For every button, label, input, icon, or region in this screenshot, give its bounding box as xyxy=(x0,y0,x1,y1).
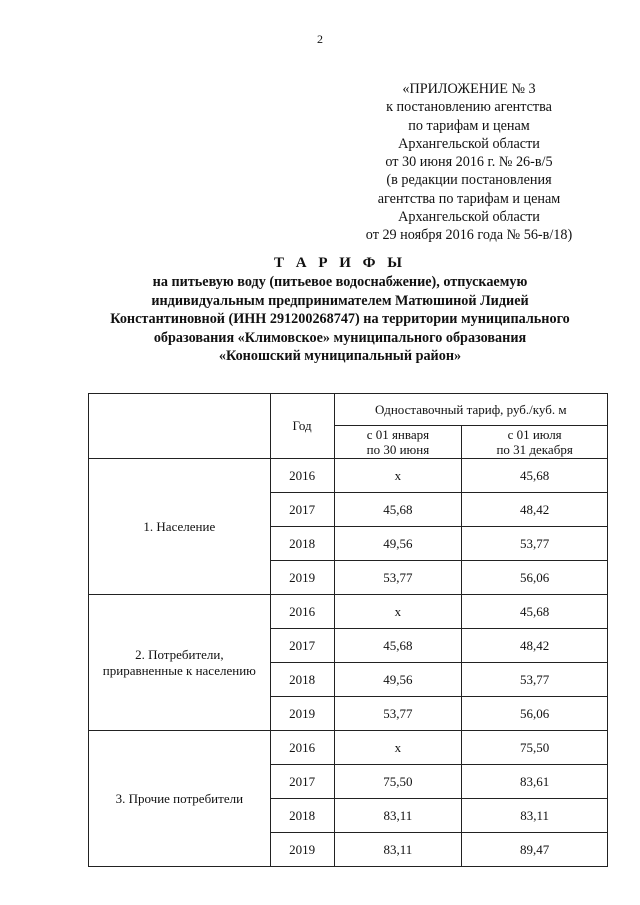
category-cell xyxy=(89,595,271,731)
category-cell xyxy=(89,731,271,867)
year-cell: 2017 xyxy=(270,493,334,527)
category-label: 2. Потребители, xyxy=(135,646,224,662)
appendix-line: агентства по тарифам и ценам xyxy=(377,190,561,207)
title-line: «Коношский муниципальный район» xyxy=(218,348,462,365)
second-half-tariff-cell: 56,06 xyxy=(462,561,608,595)
second-half-tariff-cell: 56,06 xyxy=(462,697,608,731)
second-half-tariff-cell: 53,77 xyxy=(462,663,608,697)
second-half-tariff-cell: 53,77 xyxy=(462,527,608,561)
appendix-line: к постановлению агентства xyxy=(386,99,552,116)
first-half-tariff-cell: 83,11 xyxy=(334,833,462,867)
first-half-tariff-cell: 49,56 xyxy=(334,527,462,561)
category-label: 1. Население xyxy=(143,518,216,534)
appendix-line: Архангельской области xyxy=(398,209,540,226)
appendix-line: по тарифам и ценам xyxy=(408,117,530,134)
first-half-tariff-cell: 83,11 xyxy=(334,799,462,833)
appendix-line: от 30 июня 2016 г. № 26-в/5 xyxy=(385,154,553,171)
year-cell: 2019 xyxy=(270,697,334,731)
appendix-block xyxy=(345,80,593,245)
first-half-tariff-cell: 75,50 xyxy=(334,765,462,799)
second-half-tariff-cell: 83,61 xyxy=(462,765,608,799)
year-cell: 2018 xyxy=(270,527,334,561)
category-label: 3. Прочие потребители xyxy=(115,790,244,806)
year-cell: 2018 xyxy=(270,663,334,697)
category-label: приравненные к населению xyxy=(102,662,256,678)
first-half-tariff-cell: 53,77 xyxy=(334,561,462,595)
table-row xyxy=(89,731,608,765)
year-cell: 2019 xyxy=(270,561,334,595)
second-half-tariff-cell: 45,68 xyxy=(462,459,608,493)
tariff-table-body xyxy=(89,459,608,867)
table-row xyxy=(89,595,608,629)
first-half-tariff-cell: 49,56 xyxy=(334,663,462,697)
title-heading: Т А Р И Ф Ы xyxy=(273,255,407,271)
header-second-half: с 01 июля по 31 декабря xyxy=(462,426,608,459)
year-cell: 2016 xyxy=(270,459,334,493)
header-year: Год xyxy=(270,394,334,459)
second-half-tariff-cell: 75,50 xyxy=(462,731,608,765)
year-cell: 2017 xyxy=(270,629,334,663)
document-title xyxy=(60,253,620,366)
first-half-tariff-cell: 45,68 xyxy=(334,629,462,663)
second-half-tariff-cell: 89,47 xyxy=(462,833,608,867)
first-half-tariff-cell: 53,77 xyxy=(334,697,462,731)
appendix-line: «ПРИЛОЖЕНИЕ № 3 xyxy=(402,81,536,97)
title-line: индивидуальным предпринимателем Матюшиной Лидией xyxy=(151,292,529,309)
tariff-table xyxy=(88,393,608,867)
year-cell: 2017 xyxy=(270,765,334,799)
appendix-line: от 29 ноября 2016 года № 56-в/18) xyxy=(365,227,573,244)
page-number: 2 xyxy=(317,32,323,46)
table-row xyxy=(89,459,608,493)
appendix-line: Архангельской области xyxy=(398,135,540,152)
first-half-tariff-cell: 45,68 xyxy=(334,493,462,527)
first-half-tariff-cell: х xyxy=(334,731,462,765)
title-line: образования «Климовское» муниципального образования xyxy=(153,329,527,346)
appendix-line: (в редакции постановления xyxy=(386,172,552,189)
first-half-tariff-cell: х xyxy=(334,459,462,493)
title-line: на питьевую воду (питьевое водоснабжение), отпускаемую xyxy=(152,274,528,290)
second-half-tariff-cell: 45,68 xyxy=(462,595,608,629)
first-half-tariff-cell: х xyxy=(334,595,462,629)
year-cell: 2019 xyxy=(270,833,334,867)
year-cell: 2016 xyxy=(270,595,334,629)
second-half-tariff-cell: 83,11 xyxy=(462,799,608,833)
second-half-tariff-cell: 48,42 xyxy=(462,629,608,663)
header-category xyxy=(89,394,271,459)
header-first-half: с 01 января по 30 июня xyxy=(334,426,462,459)
second-half-tariff-cell: 48,42 xyxy=(462,493,608,527)
title-line: Константиновной (ИНН 291200268747) на территории муниципального xyxy=(110,311,570,328)
category-cell xyxy=(89,459,271,595)
header-tariff: Одноставочный тариф, руб./куб. м xyxy=(334,394,607,426)
year-cell: 2018 xyxy=(270,799,334,833)
year-cell: 2016 xyxy=(270,731,334,765)
